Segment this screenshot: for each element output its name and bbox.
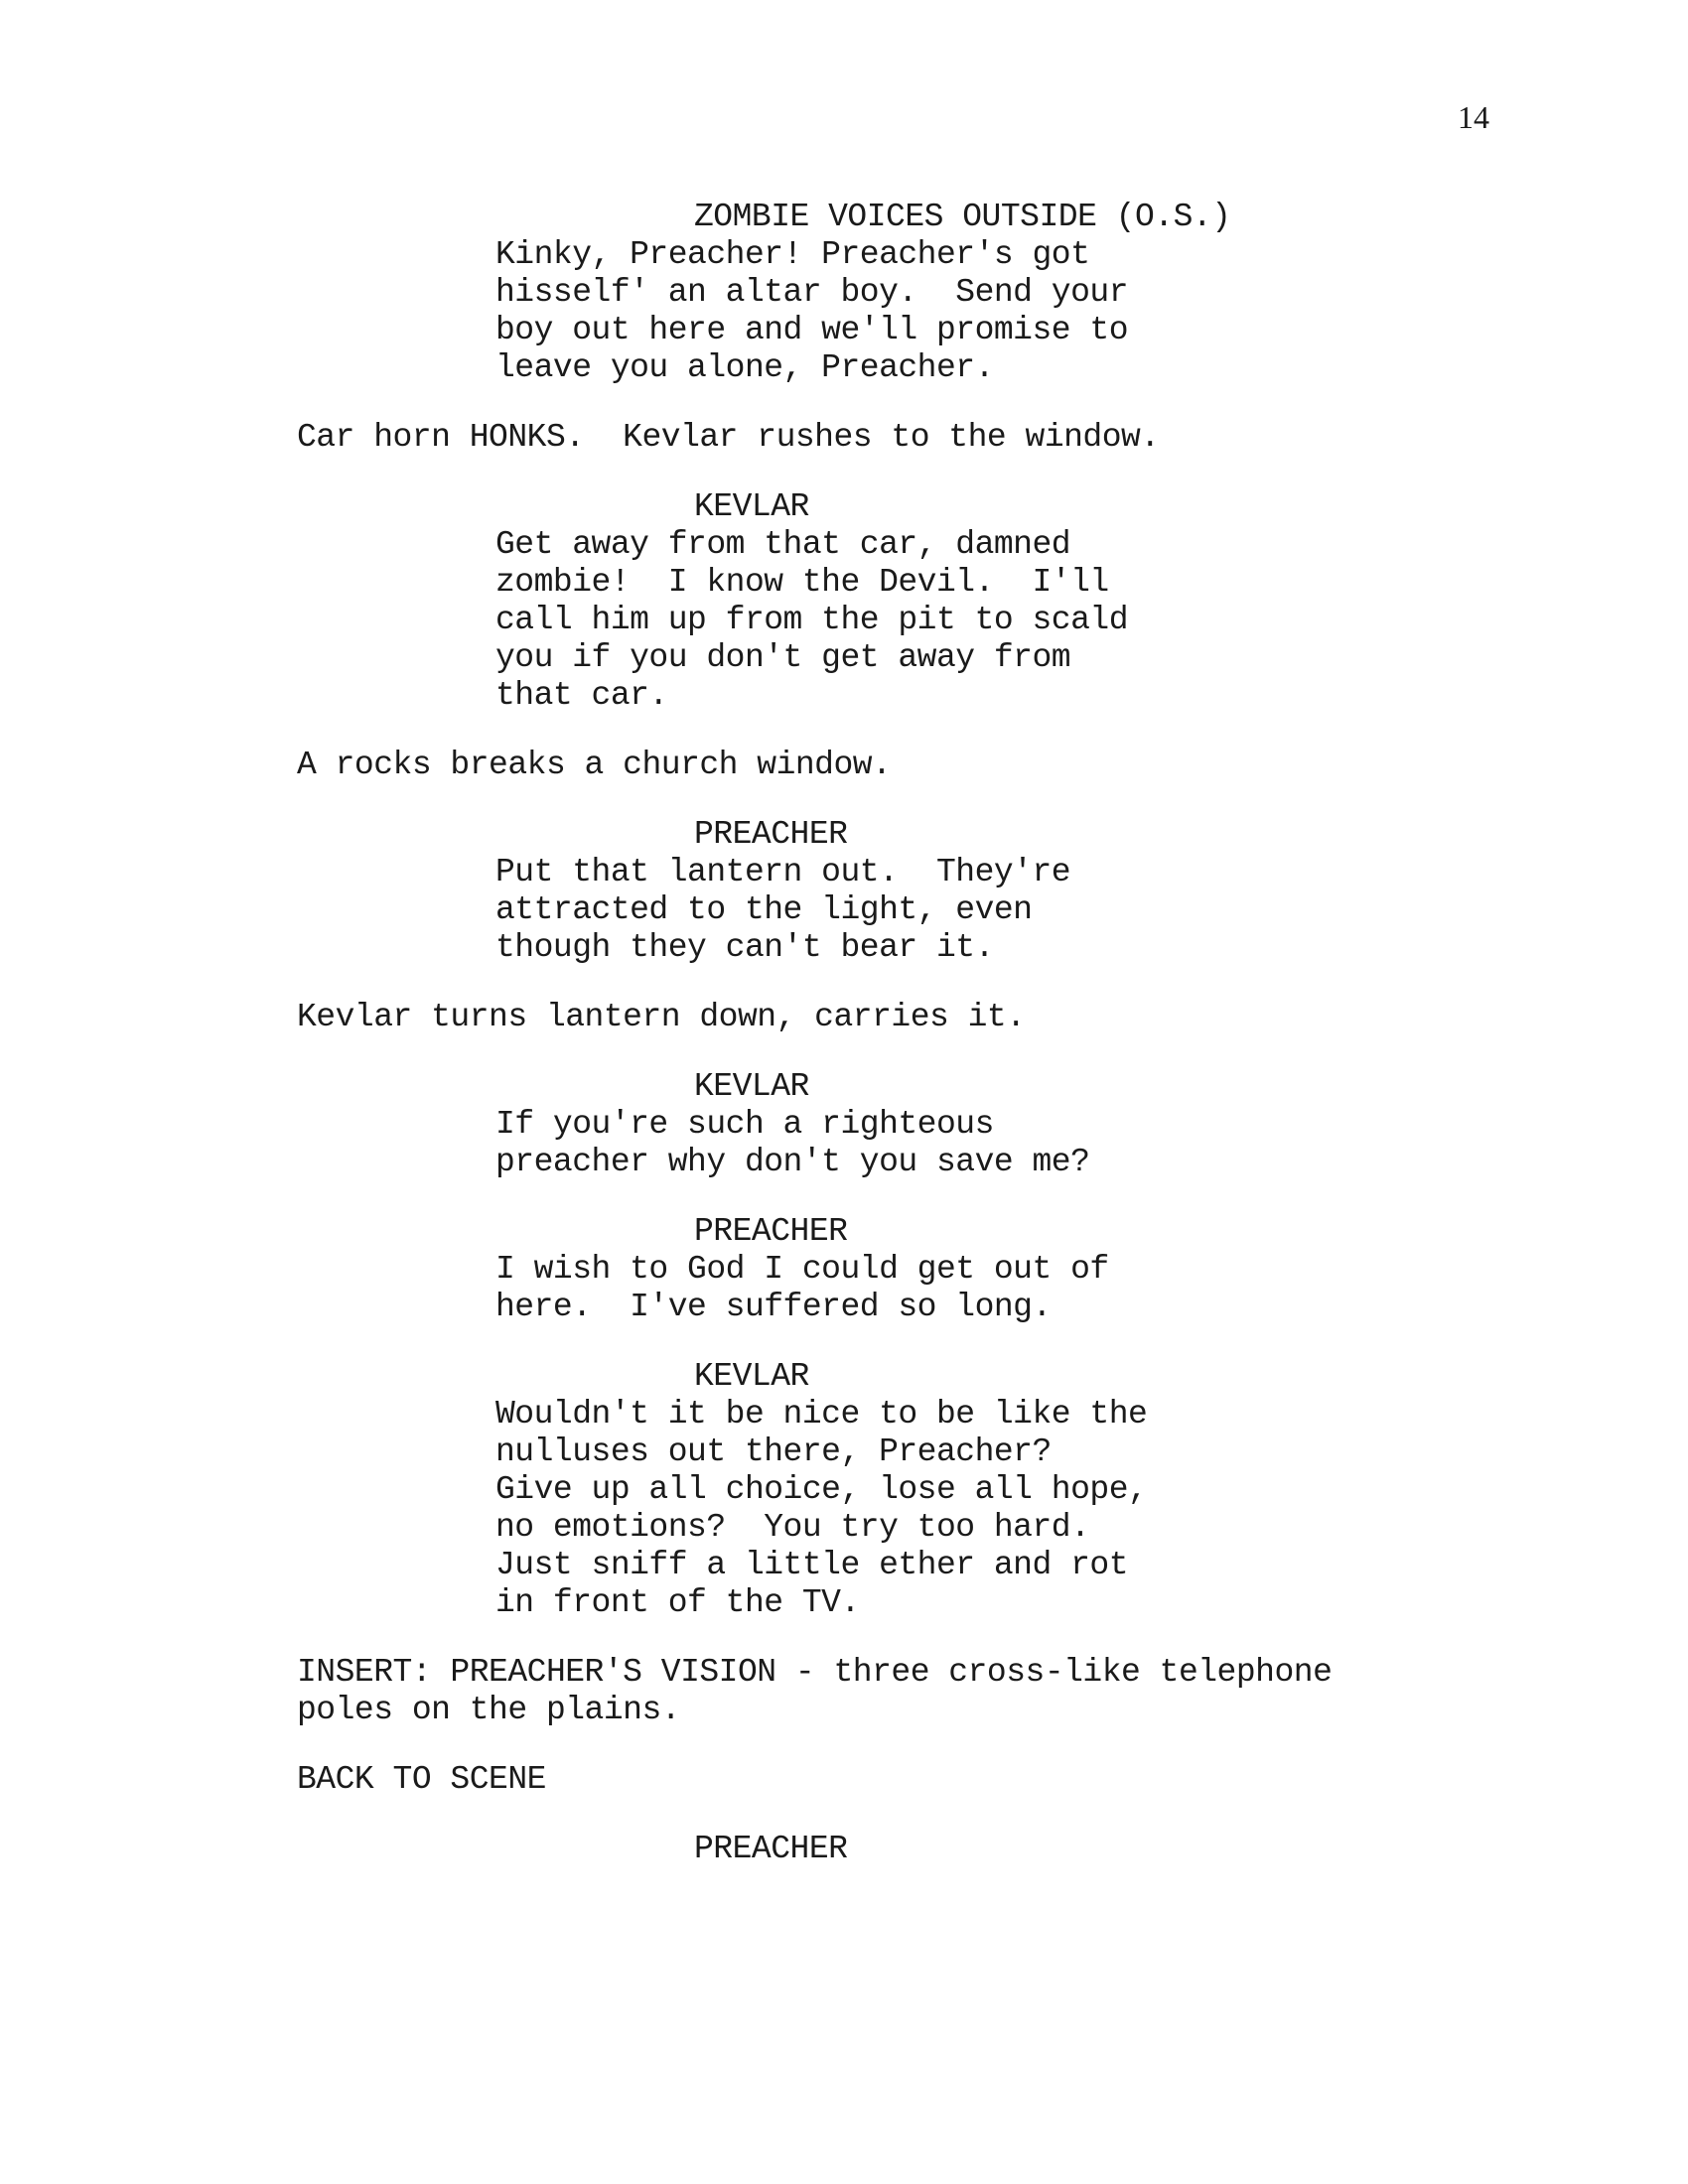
- character-cue: PREACHER: [694, 1213, 848, 1250]
- dialogue-line: here. I've suffered so long.: [495, 1289, 1052, 1325]
- dialogue-line: zombie! I know the Devil. I'll: [495, 564, 1109, 601]
- action-line: Kevlar turns lantern down, carries it.: [297, 999, 1026, 1035]
- character-cue: KEVLAR: [694, 488, 809, 525]
- dialogue-line: in front of the TV.: [495, 1584, 860, 1621]
- dialogue-line: call him up from the pit to scald: [495, 602, 1129, 638]
- character-cue: PREACHER: [694, 816, 848, 853]
- dialogue-line: I wish to God I could get out of: [495, 1251, 1109, 1288]
- dialogue-line: no emotions? You try too hard.: [495, 1509, 1090, 1546]
- dialogue-line: Wouldn't it be nice to be like the: [495, 1396, 1148, 1433]
- dialogue-line: Just sniff a little ether and rot: [495, 1547, 1129, 1583]
- action-line: Car horn HONKS. Kevlar rushes to the window.: [297, 419, 1160, 456]
- dialogue-line: Kinky, Preacher! Preacher's got: [495, 236, 1090, 273]
- dialogue-line: though they can't bear it.: [495, 929, 994, 966]
- dialogue-line: preacher why don't you save me?: [495, 1144, 1090, 1180]
- transition-line: BACK TO SCENE: [297, 1761, 546, 1798]
- dialogue-line: that car.: [495, 677, 668, 714]
- character-cue: PREACHER: [694, 1831, 848, 1867]
- dialogue-line: boy out here and we'll promise to: [495, 312, 1129, 348]
- action-line: poles on the plains.: [297, 1692, 681, 1728]
- action-line: INSERT: PREACHER'S VISION - three cross-like telephone: [297, 1654, 1333, 1691]
- dialogue-line: hisself' an altar boy. Send your: [495, 274, 1129, 311]
- dialogue-line: nulluses out there, Preacher?: [495, 1433, 1052, 1470]
- dialogue-line: Give up all choice, lose all hope,: [495, 1471, 1148, 1508]
- dialogue-line: attracted to the light, even: [495, 891, 1033, 928]
- character-cue: KEVLAR: [694, 1068, 809, 1105]
- dialogue-line: Put that lantern out. They're: [495, 854, 1071, 890]
- action-line: A rocks breaks a church window.: [297, 747, 892, 783]
- dialogue-line: Get away from that car, damned: [495, 526, 1071, 563]
- page-number: 14: [1458, 99, 1489, 135]
- dialogue-line: you if you don't get away from: [495, 639, 1071, 676]
- dialogue-line: leave you alone, Preacher.: [495, 349, 994, 386]
- character-cue: KEVLAR: [694, 1358, 809, 1395]
- character-cue: ZOMBIE VOICES OUTSIDE (O.S.): [694, 199, 1231, 235]
- dialogue-line: If you're such a righteous: [495, 1106, 994, 1143]
